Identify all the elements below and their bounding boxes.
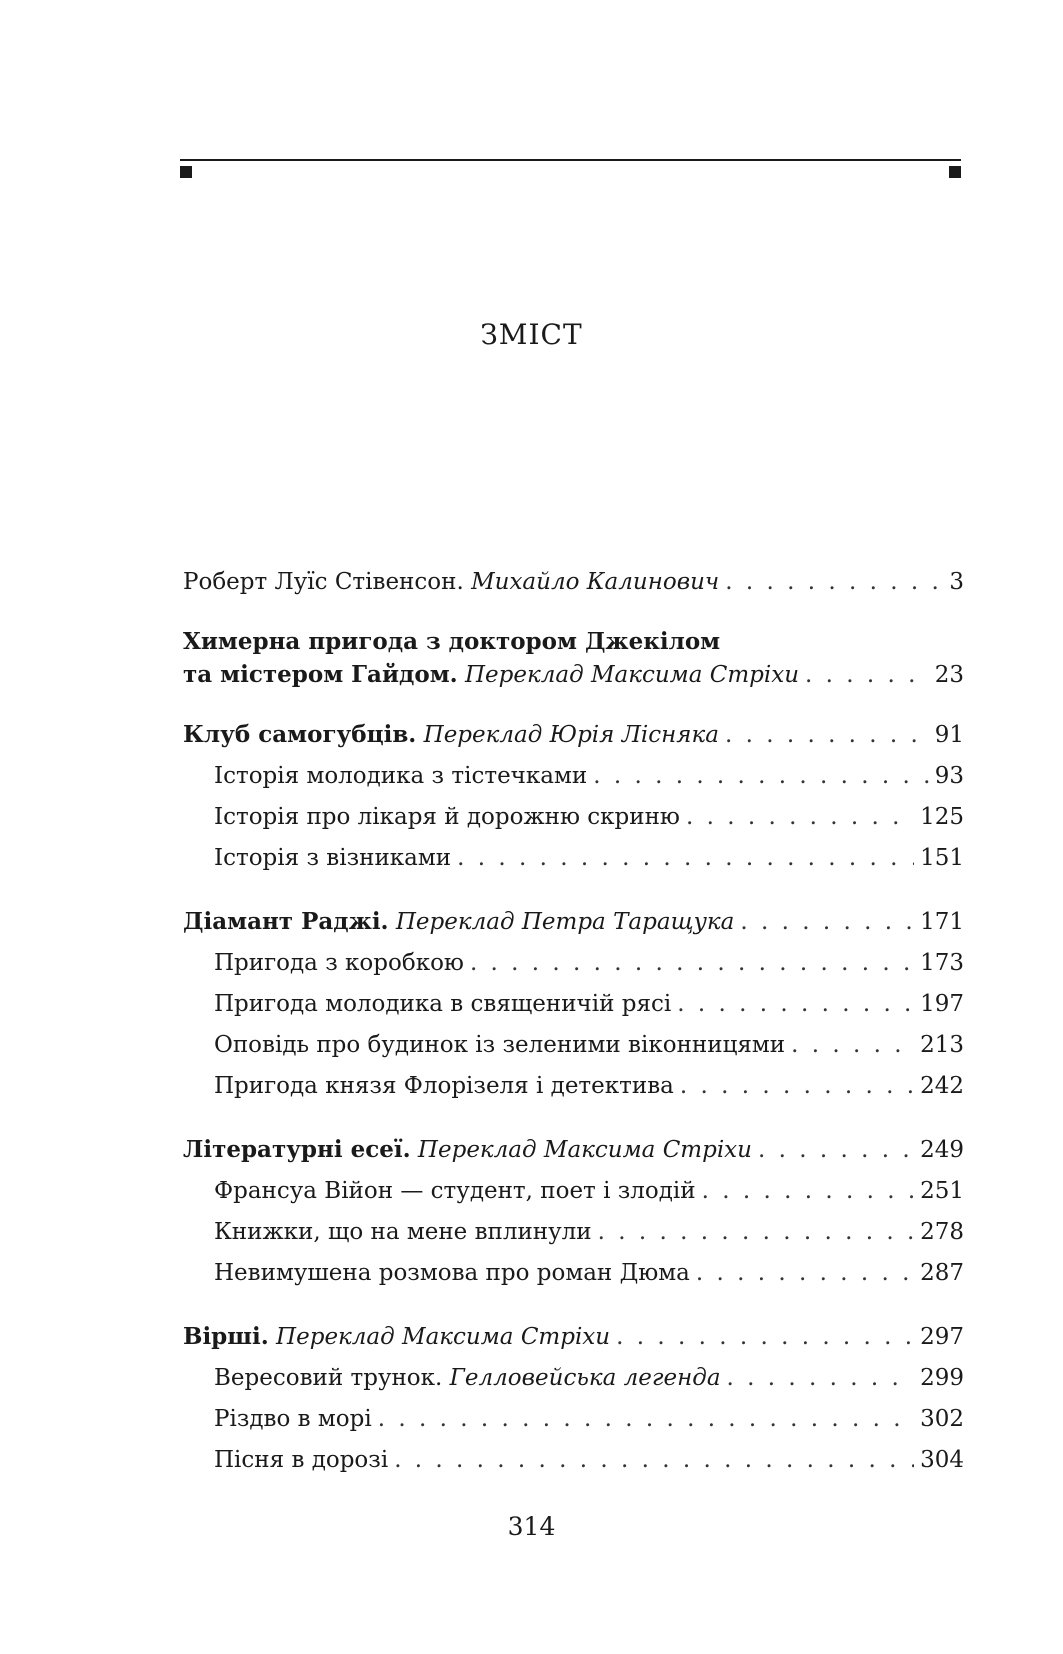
dot-leader	[686, 797, 914, 838]
dot-leader	[696, 1253, 914, 1294]
toc-entry-essays[interactable]	[183, 1129, 964, 1171]
dot-leader	[727, 1358, 915, 1399]
dot-leader	[702, 1171, 914, 1212]
entry-page-number: 91	[934, 722, 964, 748]
subentry-page-number: 304	[920, 1447, 964, 1473]
subentry-page-number: 242	[920, 1073, 964, 1099]
dot-leader	[758, 1130, 914, 1171]
dot-leader	[593, 756, 929, 797]
dot-leader	[677, 984, 914, 1025]
toc-subentry[interactable]	[183, 943, 964, 984]
subentry-title: Вересовий трунок. Гелловейська легенда	[214, 1365, 721, 1391]
dot-leader	[740, 902, 914, 943]
toc-entry-jekyll-hyde[interactable]	[183, 625, 964, 692]
page-title: ЗМІСТ	[480, 318, 583, 351]
dot-leader	[725, 715, 929, 756]
dot-leader	[470, 943, 914, 984]
entry-page-number: 3	[949, 569, 964, 595]
subentry-page-number: 278	[920, 1219, 964, 1245]
dot-leader	[680, 1066, 914, 1107]
toc-subentry[interactable]	[183, 1212, 964, 1253]
subentry-page-number: 287	[920, 1260, 964, 1286]
subentry-title: Різдво в морі	[214, 1406, 372, 1432]
entry-page-number: 249	[920, 1137, 964, 1163]
subentry-page-number: 299	[920, 1365, 964, 1391]
header-rule	[180, 159, 961, 161]
subentry-title: Франсуа Війон — студент, поет і злодій	[214, 1178, 696, 1204]
subentry-page-number: 302	[920, 1406, 964, 1432]
entry-page-number: 23	[934, 662, 964, 688]
subentry-title: Пригода князя Флорізеля і детектива	[214, 1073, 674, 1099]
entry-author: Роберт Луїс Стівенсон. Михайло Калинович	[183, 569, 720, 595]
subentry-page-number: 173	[920, 950, 964, 976]
subentry-page-number: 151	[920, 845, 964, 871]
toc-subentry[interactable]	[183, 1025, 964, 1066]
corner-square-right	[949, 166, 961, 178]
subentry-title: Оповідь про будинок із зеленими віконницями	[214, 1032, 786, 1058]
table-of-contents	[183, 562, 964, 1481]
toc-subentry[interactable]	[183, 1440, 964, 1481]
dot-leader	[725, 562, 943, 603]
toc-entry-poems[interactable]	[183, 1316, 964, 1358]
subentry-title: Історія з візниками	[214, 845, 452, 871]
toc-subentry[interactable]	[183, 984, 964, 1025]
toc-subentry[interactable]	[183, 1066, 964, 1107]
subentry-page-number: 213	[920, 1032, 964, 1058]
dot-leader	[457, 838, 914, 879]
toc-entry-intro[interactable]	[183, 562, 964, 603]
toc-subentry[interactable]	[183, 838, 964, 879]
subentry-title: Пригода молодика в священичій рясі	[214, 991, 672, 1017]
subentry-title: Історія молодика з тістечками	[214, 763, 588, 789]
subentry-page-number: 251	[920, 1178, 964, 1204]
dot-leader	[394, 1440, 914, 1481]
dot-leader	[805, 659, 929, 692]
toc-subentry[interactable]	[183, 1358, 964, 1399]
toc-entry-rajahs-diamond[interactable]	[183, 901, 964, 943]
subentry-title: Історія про лікаря й дорожню скриню	[214, 804, 680, 830]
subentry-page-number: 93	[934, 763, 964, 789]
toc-subentry[interactable]	[183, 1399, 964, 1440]
toc-subentry[interactable]	[183, 1171, 964, 1212]
toc-entry-suicide-club[interactable]	[183, 714, 964, 756]
entry-title: Клуб самогубців. Переклад Юрія Лісняка	[183, 721, 719, 748]
entry-title-line2: та містером Гайдом. Переклад Максима Стріхи	[183, 661, 800, 688]
corner-square-left	[180, 166, 192, 178]
subentry-title: Пісня в дорозі	[214, 1447, 389, 1473]
entry-page-number: 297	[920, 1324, 964, 1350]
entry-title: Діамант Раджі. Переклад Петра Таращука	[183, 908, 735, 935]
entry-page-number: 171	[920, 909, 964, 935]
dot-leader	[598, 1212, 914, 1253]
entry-title: Літературні есеї. Переклад Максима Стріхи	[183, 1136, 752, 1163]
dot-leader	[791, 1025, 914, 1066]
toc-subentry[interactable]	[183, 797, 964, 838]
page-number: 314	[507, 1512, 556, 1541]
subentry-title: Невимушена розмова про роман Дюма	[214, 1260, 690, 1286]
subentry-page-number: 125	[920, 804, 964, 830]
subentry-page-number: 197	[920, 991, 964, 1017]
toc-subentry[interactable]	[183, 1253, 964, 1294]
dot-leader	[378, 1399, 914, 1440]
subentry-title: Пригода з коробкою	[214, 950, 464, 976]
toc-subentry[interactable]	[183, 756, 964, 797]
entry-title-line1: Химерна пригода з доктором Джекілом	[183, 628, 721, 655]
dot-leader	[616, 1317, 914, 1358]
entry-title: Вірші. Переклад Максима Стріхи	[183, 1323, 611, 1350]
subentry-title: Книжки, що на мене вплинули	[214, 1219, 592, 1245]
